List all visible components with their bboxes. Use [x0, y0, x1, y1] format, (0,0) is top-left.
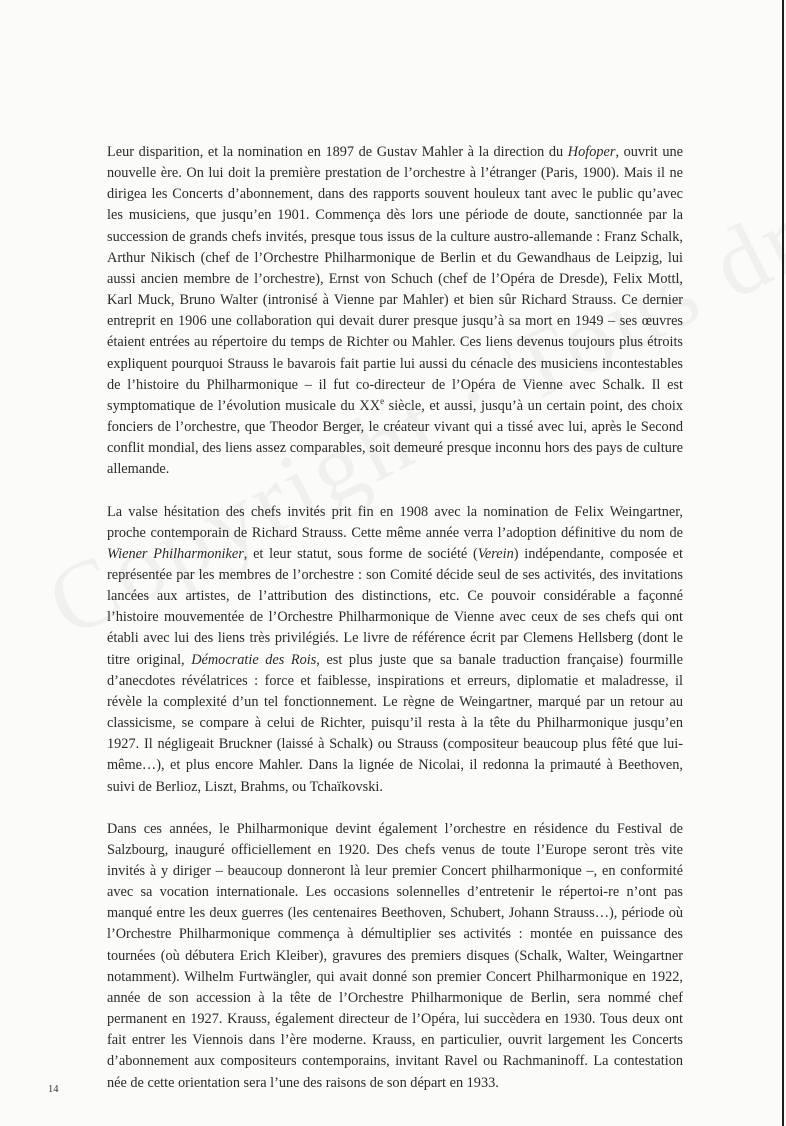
text-run: Dans ces années, le Philharmonique devint également l’orchestre en résidence du Festival de Salzbourg, inauguré officiellement en 1920. Des chefs venus de toute l’Europe seront très vite invités à y diriger – beaucoup donneront là leur premier Concert philharmonique –, en conformité avec sa vocation internationale. Les occasions solennelles d’entretenir le répertoi-re n’ont pas manqué entre les deux guerres (les centenaires Beethoven, Schubert, Johann Strauss…), période où l’Orchestre Philharmonique commença à démultiplier ses activités : montée en puissance des tournées (où débutera Erich Kleiber), gravures des premiers disques (Schalk, Walter, Weingartner notamment). Wilhelm Furtwängler, qui avait donné son premier Concert Philharmonique en 1922, année de son accession à la tête de l’Orchestre Philharmonique de Berlin, sera nommé chef permanent en 1927. Krauss, également directeur de l’Opéra, lui succèdera en 1930. Tous deux ont fait entrer les Viennois dans l’ère moderne. Krauss, en particulier, ouvrit largement les Concerts d’abonnement aux compositeurs contemporains, invitant Ravel ou Rachmaninoff. La contestation née de cette orientation sera l’une des raisons de son départ en 1933. [107, 820, 683, 1091]
text-run: ) indépendante, composée et représentée par les membres de l’orchestre : son Comité décide seul de ses activités, des invitations lancées aux artistes, de l’attribution des distinctions, etc. Ce pouvoir considérable a façonné l’histoire mouvementée de l’Orchestre Philharmonique de Vienne avec ceux de ses chefs qui ont établi avec lui des liens très privilégiés. Le livre de référence écrit par Clemens Hellsberg (dont le titre original, [107, 545, 684, 668]
superscript: e [380, 396, 385, 407]
page-edge-line [782, 0, 784, 1126]
article-body [107, 142, 683, 1094]
paragraph-1 [107, 142, 683, 481]
paragraph-spacer [107, 798, 683, 819]
text-run: , et leur statut, sous forme de société ( [243, 545, 478, 562]
page-number: 14 [48, 1084, 59, 1095]
text-run: siècle, et aussi, jusqu’à un certain point, des choix fonciers de l’orchestre, que Theodor Berger, le créateur vivant qui a tissé avec lui, après le Second conflit mondial, des liens assez comparables, soit demeuré presque inconnu hors des pays de culture allemande. [107, 397, 683, 478]
text-run: La valse hésitation des chefs invités prit fin en 1908 avec la nomination de Felix Weingartner, proche contemporain de Richard Strauss. Cette même année verra l’adoption définitive du nom de [107, 503, 683, 541]
text-run: , est plus juste que sa banale traduction française) fourmille d’anecdotes révélatrices : force et faiblesse, inspirations et erreurs, diplomatie et maladresse, il révèle la complexité d’un tel fonctionnement. Le règne de Weingartner, marqué par un retour au classicisme, se compare à celui de Richter, puisqu’il resta à la tête du Philharmonique jusqu’en 1927. Il négligeait Bruckner (laissé à Schalk) ou Strauss (compositeur beaucoup plus fêté que lui-même…), et plus encore Mahler. Dans la lignée de Nicolai, il redonna la primauté à Beethoven, suivi de Berlioz, Liszt, Brahms, ou Tchaïkovski. [107, 651, 683, 795]
italic-term: Hofoper [567, 144, 616, 160]
italic-term: Démocratie des Rois [191, 651, 317, 668]
paragraph-3 [107, 819, 683, 1094]
paragraph-spacer [107, 481, 683, 502]
italic-term: Wiener Philharmoniker [107, 545, 244, 562]
text-run: , ouvrit une nouvelle ère. On lui doit la première prestation de l’orchestre à l’étranger (Paris, 1900). Mais il ne dirigea les Concerts d’abonnement, dans des rapports souvent houleux tant avec le public qu’avec les musiciens, que jusqu’en 1901. Commença dès lors une période de doute, sanctionnée par la succession de grands chefs invités, presque tous issus de la culture austro-allemande : Franz Schalk, Arthur Nikisch (chef de l’Orchestre Philharmonique de Berlin et du Gewandhaus de Leipzig, lui aussi ancien membre de l’orchestre), Ernst von Schuch (chef de l’Opéra de Dresde), Felix Mottl, Karl Muck, Bruno Walter (intronisé à Vienne par Mahler) et bien sûr Richard Strauss. Ce dernier entreprit en 1906 une collaboration qui devait durer presque jusqu’à sa mort en 1949 – ses œuvres étaient entrées au répertoire du temps de Richter ou Mahler. Ces liens devenus toujours plus étroits expliquent pourquoi Strauss le bavarois fait partie lui aussi du cénacle des musiciens incontestables de l’histoire du Philharmonique – il fut co-directeur de l’Opéra de Vienne avec Schalk. Il est symptomatique de l’évolution musicale du XX [107, 144, 683, 414]
paragraph-2 [107, 502, 683, 798]
italic-term: Verein [477, 545, 514, 562]
text-run: Leur disparition, et la nomination en 1897 de Gustav Mahler à la direction du [107, 144, 568, 160]
